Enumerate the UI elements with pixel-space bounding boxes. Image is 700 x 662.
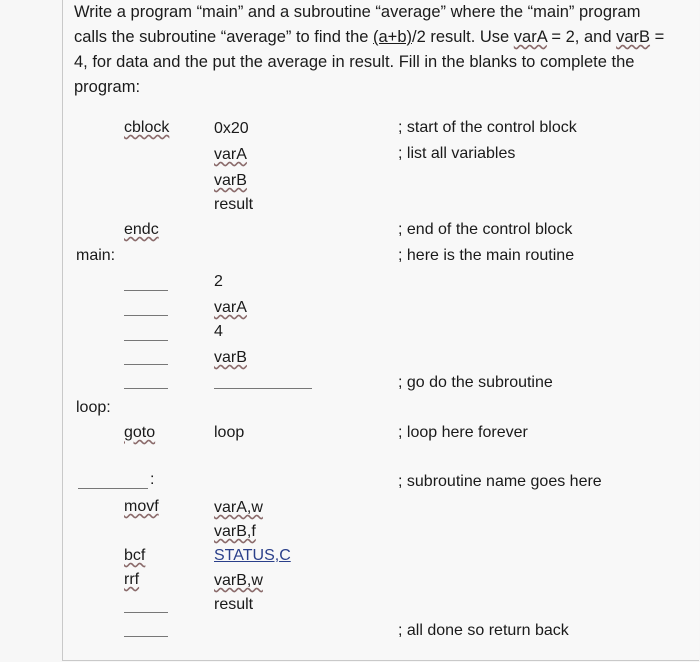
instr-rrf: rrf xyxy=(124,571,140,588)
comment-return: ; all done so return back xyxy=(398,622,569,639)
comment-go-subroutine: ; go do the subroutine xyxy=(398,374,553,391)
question-line-4: program: xyxy=(74,78,141,96)
operand-status-c: STATUS,C xyxy=(214,547,291,564)
comment-list-variables: ; list all variables xyxy=(398,145,516,162)
operand-varA-2: varA xyxy=(214,299,247,316)
question-line-2: calls the subroutine “average” to find the (a+b)/2 result. Use varA = 2, and varB = xyxy=(74,28,665,46)
instr-movf: movf xyxy=(124,498,159,515)
question-line-3: 4, for data and the put the average in result. Fill in the blanks to complete the xyxy=(74,53,635,71)
instr-endc: endc xyxy=(124,221,159,238)
operand-varB: varB xyxy=(214,172,247,189)
instr-cblock: cblock xyxy=(124,119,170,136)
operand-varA: varA xyxy=(214,146,247,163)
expression: (a+b) xyxy=(373,28,412,46)
operand-4: 4 xyxy=(214,323,223,340)
var-b-ref: varB xyxy=(616,28,651,46)
blank-instr-3[interactable] xyxy=(124,340,168,341)
instr-goto: goto xyxy=(124,424,156,441)
operand-0x20: 0x20 xyxy=(214,120,249,137)
comment-loop-forever: ; loop here forever xyxy=(398,424,528,441)
comment-end-control-block: ; end of the control block xyxy=(398,221,573,238)
blank-instr-2[interactable] xyxy=(124,315,168,316)
blank-subroutine-name[interactable] xyxy=(78,488,148,489)
operand-varB-2: varB xyxy=(214,349,247,366)
comment-main-routine: ; here is the main routine xyxy=(398,247,575,264)
comment-subroutine-name: ; subroutine name goes here xyxy=(398,473,602,490)
var-a-ref: varA xyxy=(513,28,547,46)
operand-result-2: result xyxy=(214,596,254,613)
operand-loop: loop xyxy=(214,424,245,441)
operand-2: 2 xyxy=(214,273,223,290)
blank-instr-7[interactable] xyxy=(124,636,168,637)
blank-instr-4[interactable] xyxy=(124,364,168,365)
blank-instr-5[interactable] xyxy=(124,388,168,389)
operand-varB-w: varB,w xyxy=(214,572,263,589)
label-loop: loop: xyxy=(76,399,111,416)
question-text xyxy=(74,0,674,100)
operand-result: result xyxy=(214,196,254,213)
question-line-1: Write a program “main” and a subroutine “average” where the “main” program xyxy=(74,3,641,21)
operand-varA-w: varA,w xyxy=(214,499,263,516)
label-main: main: xyxy=(76,247,116,264)
blank-operand-subroutine[interactable] xyxy=(214,388,312,389)
instr-bcf: bcf xyxy=(124,547,146,564)
blank-instr-6[interactable] xyxy=(124,612,168,613)
operand-varB-f: varB,f xyxy=(214,523,256,540)
blank-instr-1[interactable] xyxy=(124,290,168,291)
comment-start-control-block: ; start of the control block xyxy=(398,119,577,136)
subroutine-colon: : xyxy=(150,471,155,488)
